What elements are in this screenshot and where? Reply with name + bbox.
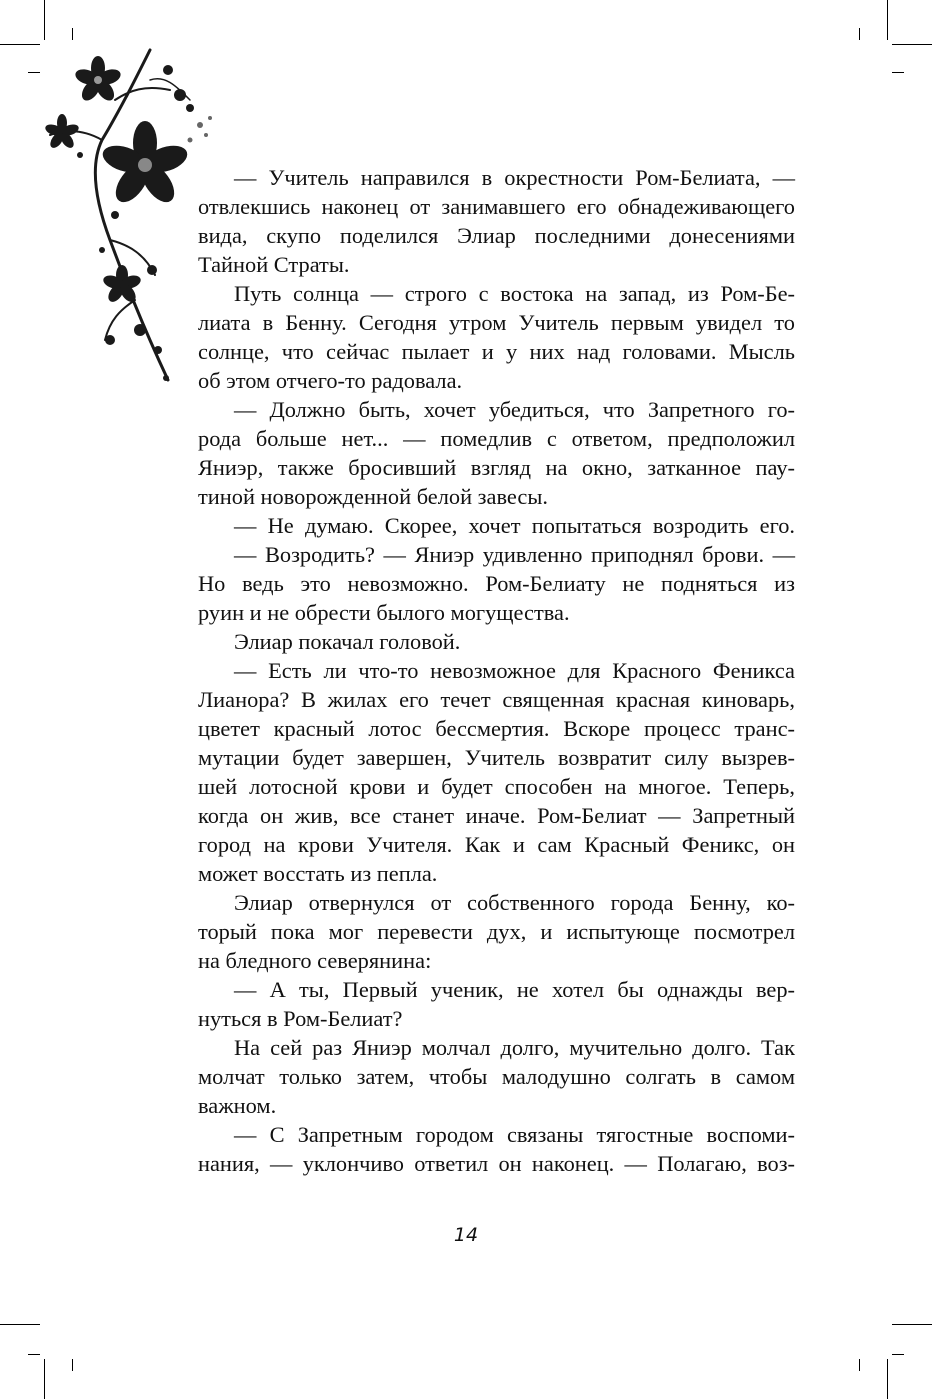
text-line: нуться в Ром-Белиат? (198, 1006, 403, 1031)
text-line: — Должно быть, хочет убедиться, что Запретного го- (234, 397, 795, 422)
page-number: 14 (453, 1224, 479, 1246)
text-line: шей лотосной крови и будет способен на многое. Теперь, (198, 774, 795, 799)
text-line: город на крови Учителя. Как и сам Красный Феникс, он (198, 832, 795, 857)
text-line: цветет красный лотос бессмертия. Вскоре процесс транс- (198, 716, 795, 741)
crop-mark (892, 1324, 932, 1325)
text-line: Лианора? В жилах его течет священная красная киноварь, (198, 687, 795, 712)
floral-branch-ornament (40, 40, 220, 390)
crop-mark (892, 1354, 904, 1355)
crop-mark (72, 28, 73, 40)
text-line: Тайной Страты. (198, 252, 350, 277)
text-line: солнце, что сейчас пылает и у них над головами. Мысль (198, 339, 795, 364)
text-line: На сей раз Яниэр молчал долго, мучительно долго. Так (234, 1035, 795, 1060)
crop-mark (859, 1359, 860, 1371)
crop-mark (72, 1359, 73, 1371)
crop-mark (44, 1359, 45, 1399)
text-line: Элиар покачал головой. (234, 629, 461, 654)
text-line: торый пока мог перевести дух, и испытующе посмотрел (198, 919, 795, 944)
text-line: отвлекшись наконец от занимавшего его обнадеживающего (198, 194, 795, 219)
text-line: — Есть ли что-то невозможное для Красного Феникса (234, 658, 795, 683)
text-line: об этом отчего-то радовала. (198, 368, 463, 393)
text-line: важном. (198, 1093, 277, 1118)
text-line: тиной новорожденной белой завесы. (198, 484, 548, 509)
text-line: — С Запретным городом связаны тягостные воспоми- (234, 1122, 795, 1147)
crop-mark (0, 44, 40, 45)
text-line: вида, скупо поделился Элиар последними донесениями (198, 223, 795, 248)
crop-mark (44, 0, 45, 40)
crop-mark (892, 72, 904, 73)
text-line: может восстать из пепла. (198, 861, 438, 886)
text-line: Яниэр, также бросивший взгляд на окно, затканное пау- (198, 455, 795, 480)
text-line: руин и не обрести былого могущества. (198, 600, 570, 625)
text-line: лиата в Бенну. Сегодня утром Учитель первым увидел то (198, 310, 795, 335)
body-text (198, 163, 795, 1178)
text-line: на бледного северянина: (198, 948, 432, 973)
text-line: — А ты, Первый ученик, не хотел бы однажды вер- (234, 977, 795, 1002)
text-line: мутации будет завершен, Учитель возвратит силу вызрев- (198, 745, 795, 770)
crop-mark (892, 44, 932, 45)
text-line: — Возродить? — Яниэр удивленно приподнял брови. — (234, 542, 795, 567)
text-line: молчат только затем, чтобы малодушно солгать в самом (198, 1064, 795, 1089)
text-line: рода больше нет... — помедлив с ответом, предположил (198, 426, 795, 451)
text-line: — Учитель направился в окрестности Ром-Белиата, — (234, 165, 795, 190)
text-line: — Не думаю. Скорее, хочет попытаться возродить его. (234, 513, 795, 538)
crop-mark (0, 1324, 40, 1325)
crop-mark (887, 1359, 888, 1399)
crop-mark (28, 72, 40, 73)
text-line: Элиар отвернулся от собственного города Бенну, ко- (234, 890, 795, 915)
text-line: когда он жив, все станет иначе. Ром-Белиат — Запретный (198, 803, 795, 828)
crop-mark (887, 0, 888, 40)
crop-mark (28, 1354, 40, 1355)
text-line: Но ведь это невозможно. Ром-Белиату не подняться из (198, 571, 795, 596)
text-line: Путь солнца — строго с востока на запад, из Ром-Бе- (234, 281, 795, 306)
crop-mark (859, 28, 860, 40)
text-line: нания, — уклончиво ответил он наконец. — Полагаю, воз- (198, 1151, 795, 1176)
